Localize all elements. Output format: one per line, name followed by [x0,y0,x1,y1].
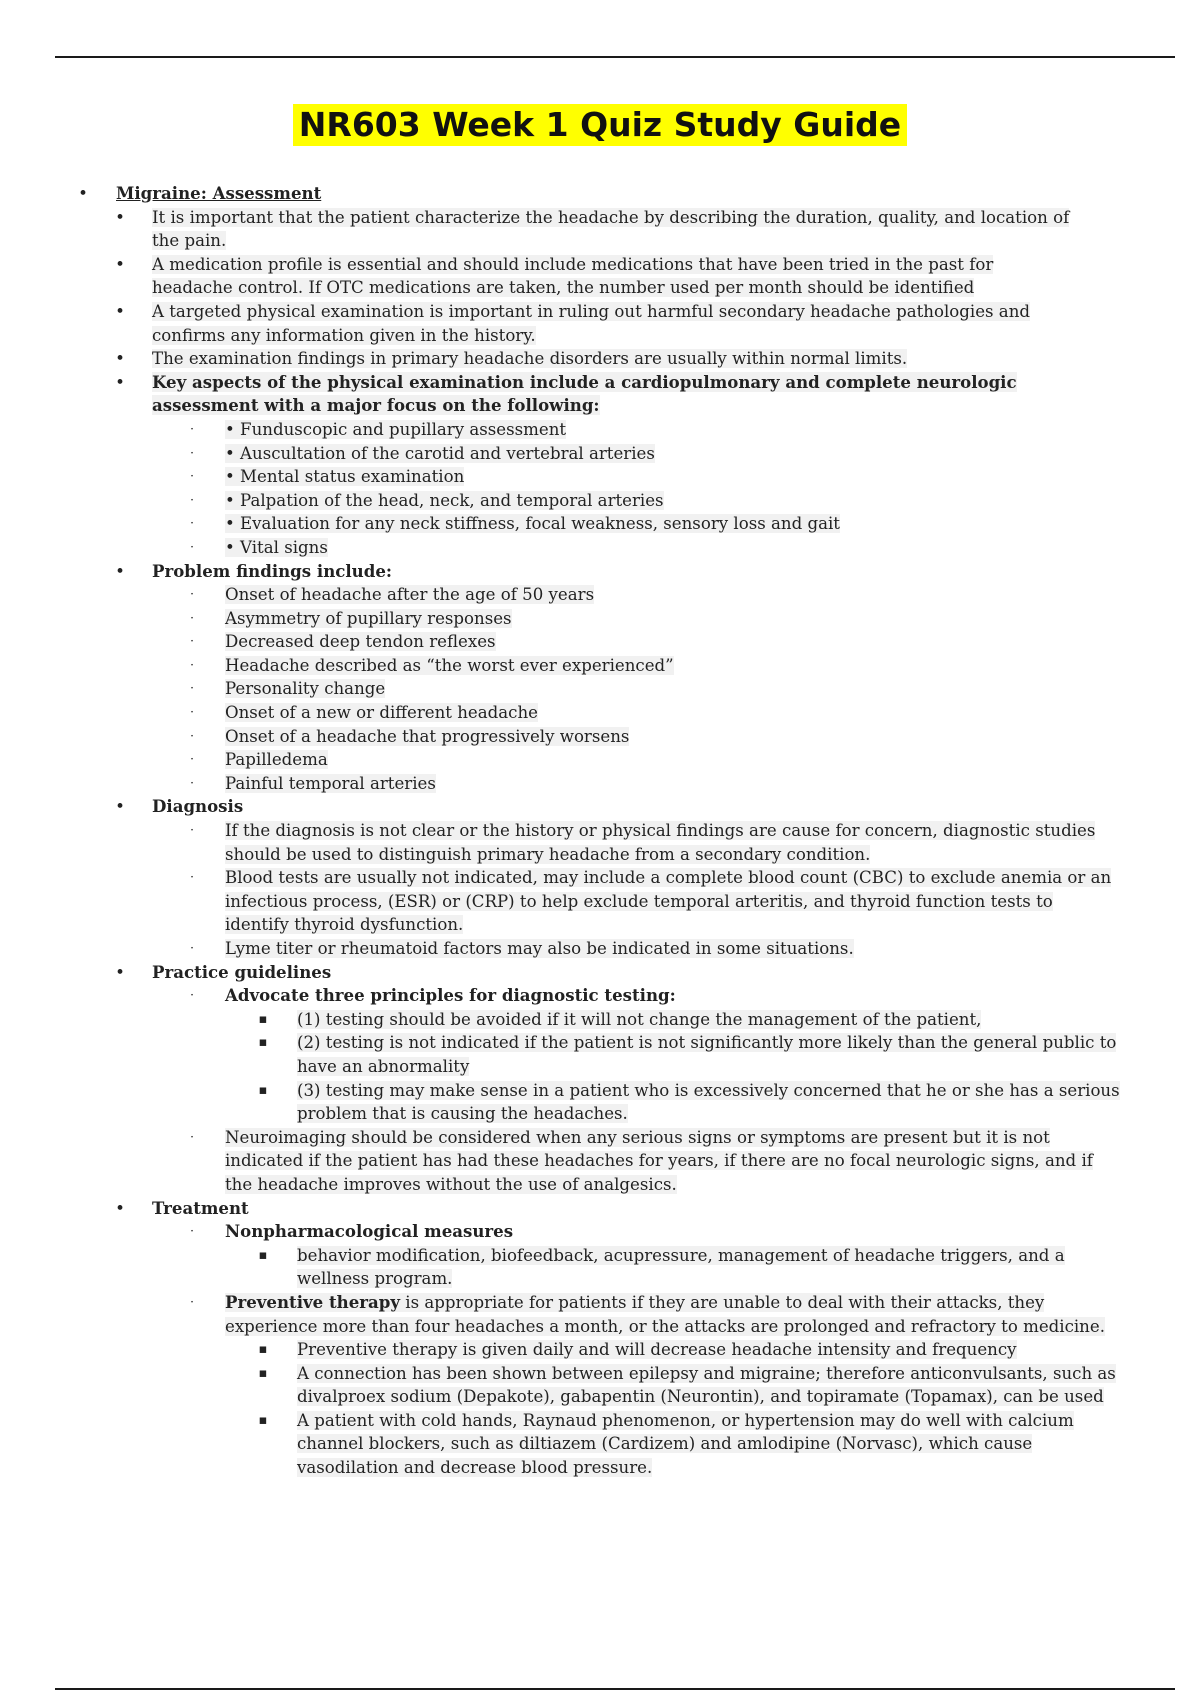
list-item-text: A patient with cold hands, Raynaud phenomenon, or hypertension may do well with calcium channel blockers, such as diltiazem (Cardizem) and amlodipine (Norvasc), which cause vasodilation and decrease blood pressure. [297,1410,1074,1478]
list-item-text: • Funduscopic and pupillary assessment [225,419,567,439]
list-item [0,677,1200,701]
list-item-text: Preventive therapy is given daily and will decrease headache intensity and frequency [297,1340,1017,1360]
document-body [0,182,1200,1480]
bullet-icon: · [190,1294,194,1309]
list-item [0,1338,1200,1362]
list-item [0,748,1200,772]
diagnosis-heading-row [0,795,1200,819]
list-item-text: Painful temporal arteries [225,773,436,793]
bullet-icon: · [190,421,194,436]
section-migraine-assessment [0,182,1200,206]
bullet-icon: ▪ [258,1365,268,1381]
bullet-icon: · [190,1224,194,1239]
bullet-icon: · [190,705,194,720]
bullet-icon: · [190,445,194,460]
bullet-icon: • [115,1198,125,1218]
list-item-text: A connection has been shown between epilepsy and migraine; therefore anticonvulsants, such as divalproex sodium (Depakote), gabapentin (Neurontin), and topiramate (Topamax), can be used [297,1363,1116,1407]
list-item-text: Headache described as “the worst ever experienced” [225,655,674,675]
principles-heading: Advocate three principles for diagnostic testing: [225,985,676,1006]
bullet-icon: · [190,941,194,955]
list-item [0,819,1200,866]
list-item-text: It is important that the patient characterize the headache by describing the duration, quality, and location of the pain. [152,207,1070,251]
list-item-text: Neuroimaging should be considered when any serious signs or symptoms are present but it is not indicated if the patient has had these headaches for years, if there are no focal neurologic signs, and if the headache improves without the use of analgesics. [225,1127,1093,1194]
list-item-text: • Palpation of the head, neck, and temporal arteries [225,490,664,510]
problem-findings-heading-row [0,560,1200,584]
list-item [0,630,1200,654]
bullet-icon: ▪ [258,1082,268,1098]
principles-heading-row [0,984,1200,1008]
list-item [0,937,1200,961]
list-item [0,701,1200,725]
bullet-icon: · [190,516,194,531]
bullet-icon: · [190,634,194,649]
list-item [0,607,1200,631]
bullet-icon: · [190,870,194,885]
list-item [0,866,1200,937]
list-item-text: The examination findings in primary headache disorders are usually within normal limits. [152,349,908,369]
preventive-therapy-label: Preventive therapy [225,1291,401,1312]
bullet-icon: ▪ [258,1035,268,1051]
bullet-icon: • [115,349,125,369]
bullet-icon: • [115,797,125,817]
bullet-icon: ▪ [258,1412,268,1428]
list-item [0,300,1200,347]
list-item [0,583,1200,607]
bullet-icon: • [115,561,125,581]
list-item-text: • Auscultation of the carotid and vertebral arteries [225,443,655,463]
bullet-icon: ▪ [258,1011,268,1027]
bullet-icon: · [190,539,194,554]
bullet-icon: · [190,752,194,767]
preventive-therapy-row [0,1291,1200,1338]
list-item-text: (1) testing should be avoided if it will not change the management of the patient, [297,1009,982,1029]
bullet-icon: · [190,728,194,743]
list-item-text: If the diagnosis is not clear or the history or physical findings are cause for concern, diagnostic studies should be used to distinguish primary headache from a secondary condition. [225,821,1096,864]
bullet-icon: • [115,207,125,227]
diagnosis-heading: Diagnosis [152,796,244,817]
list-item-text: A medication profile is essential and should include medications that have been tried in the past for headache control. If OTC medications are taken, the number used per month should be identified [152,254,994,298]
treatment-heading: Treatment [152,1197,249,1218]
problem-findings-heading: Problem findings include: [152,560,393,581]
page-title: NR603 Week 1 Quiz Study Guide [293,104,907,146]
bullet-icon: · [190,469,194,484]
list-item-text: • Vital signs [225,537,328,557]
bullet-icon: · [190,610,194,625]
bullet-icon: · [190,988,194,1003]
bullet-icon: • [78,184,88,203]
practice-guidelines-heading: Practice guidelines [152,961,332,982]
list-item-text: Lyme titer or rheumatoid factors may also be indicated in some situations. [225,939,854,958]
bullet-icon: • [115,254,125,274]
section-heading: Migraine: Assessment [116,183,322,203]
nonpharm-heading-row [0,1220,1200,1244]
bullet-icon: ▪ [258,1247,268,1263]
list-item [0,772,1200,796]
list-item [0,512,1200,536]
list-item [0,489,1200,513]
list-item [0,1362,1200,1409]
list-item [0,206,1200,253]
list-item-text: • Evaluation for any neck stiffness, focal weakness, sensory loss and gait [225,514,840,534]
list-item [0,654,1200,678]
list-item-text: • Mental status examination [225,467,465,487]
list-item [0,418,1200,442]
bullet-icon: · [190,492,194,507]
bullet-icon: · [190,1129,194,1144]
list-item-text: Asymmetry of pupillary responses [225,608,512,628]
list-item [0,442,1200,466]
list-item [0,1244,1200,1291]
bullet-icon: · [190,587,194,602]
list-item-text: A targeted physical examination is important in ruling out harmful secondary headache pathologies and confirms any information given in the history. [152,301,1031,345]
list-item-text: Onset of a headache that progressively worsens [225,726,630,746]
list-item-text: Personality change [225,679,386,699]
list-item-text: Blood tests are usually not indicated, may include a complete blood count (CBC) to exclude anemia or an infectious process, (ESR) or (CRP) to help exclude temporal arteritis, and thyroid function tests to identify thyroid dysfunction. [225,868,1112,935]
bullet-icon: · [190,823,194,838]
bullet-icon: • [115,962,125,982]
list-item [0,536,1200,560]
bottom-rule [55,1688,1175,1690]
bullet-icon: · [190,657,194,672]
key-aspects-heading: Key aspects of the physical examination include a cardiopulmonary and complete neurologic assessment with a major focus on the following: [152,371,1017,416]
list-item [0,465,1200,489]
list-item [0,725,1200,749]
list-item [0,1409,1200,1480]
list-item-text: Onset of headache after the age of 50 years [225,585,595,605]
treatment-heading-row [0,1197,1200,1221]
bullet-icon: · [190,775,194,790]
list-item [0,1126,1200,1197]
bullet-icon: • [115,301,125,321]
list-item-text: Decreased deep tendon reflexes [225,632,496,652]
bullet-icon: · [190,681,194,696]
list-item [0,347,1200,371]
list-item-text: (2) testing is not indicated if the patient is not significantly more likely than the general public to have an abnormality [297,1033,1117,1076]
key-aspects-heading-row [0,371,1200,418]
list-item-text: Papilledema [225,750,328,770]
list-item [0,253,1200,300]
bullet-icon: • [115,372,125,392]
title-container [0,104,1200,146]
list-item-text: (3) testing may make sense in a patient who is excessively concerned that he or she has a serious problem that is causing the headaches. [297,1080,1120,1124]
list-item [0,1031,1200,1078]
preventive-therapy-text: is appropriate for patients if they are unable to deal with their attacks, they experience more than four headaches a month, or the attacks are prolonged and refractory to medicine. [225,1292,1105,1336]
list-item-text: behavior modification, biofeedback, acupressure, management of headache triggers, and a wellness program. [297,1245,1065,1289]
bullet-icon: ▪ [258,1342,268,1358]
practice-guidelines-heading-row [0,961,1200,985]
list-item [0,1079,1200,1126]
list-item-text: Onset of a new or different headache [225,703,538,723]
list-item [0,1008,1200,1032]
nonpharm-heading: Nonpharmacological measures [225,1221,514,1242]
top-rule [55,56,1175,58]
